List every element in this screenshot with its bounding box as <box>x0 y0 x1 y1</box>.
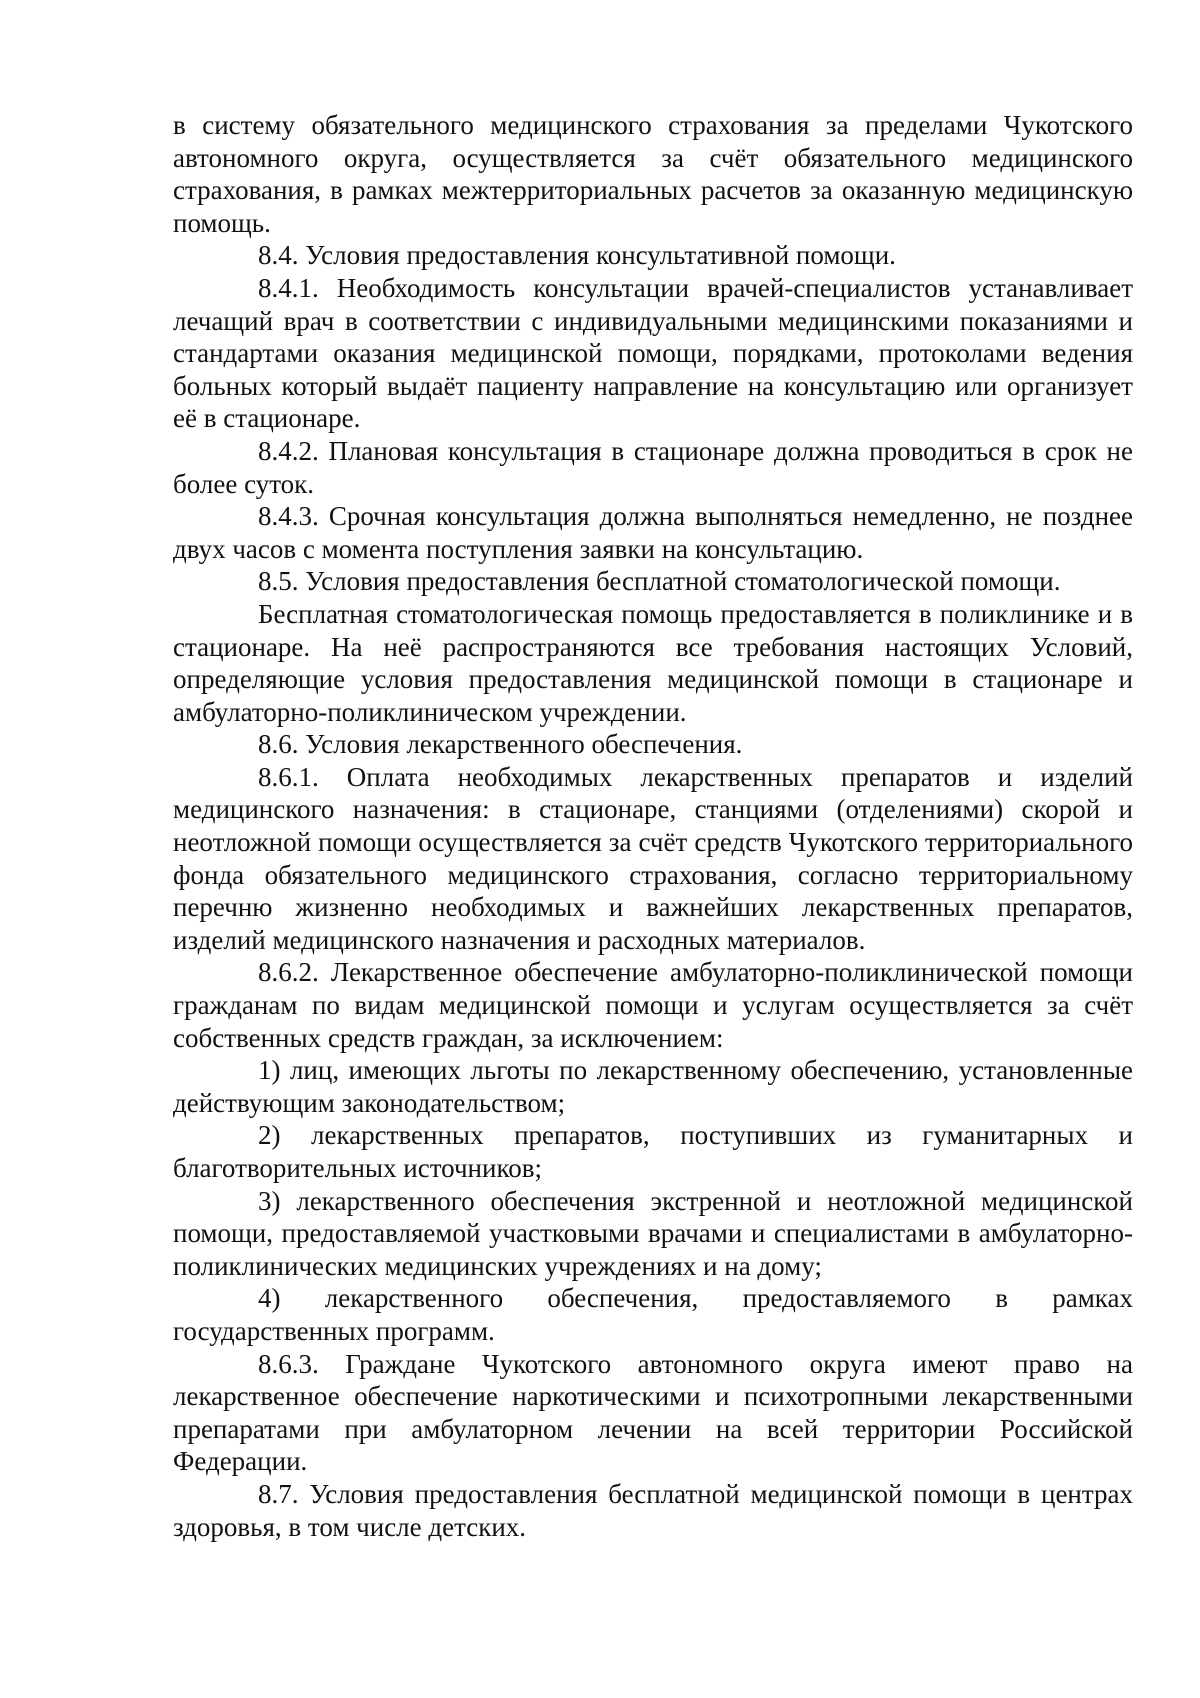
paragraph-8-6-2: 8.6.2. Лекарственное обеспечение амбулаторно-поликлинической помощи гражданам по видам медицинской помощи и услугам осуществляется за счёт собственных средств граждан, за исключением: <box>173 957 1133 1053</box>
paragraph-continuation: в систему обязательного медицинского страхования за пределами Чукотского автономного округа, осуществляется за счёт обязательного медицинского страхования, в рамках межтерриториальных расчетов за оказанную медицинскую помощь. <box>173 110 1133 238</box>
paragraph-8-5-body: Бесплатная стоматологическая помощь предоставляется в поликлинике и в стационаре. На неё распространяются все требования настоящих Условий, определяющие условия предоставления медицинской помощи в стационаре и амбулаторно-поликлиническом учреждении. <box>173 598 1133 727</box>
list-item-2: 2) лекарственных препаратов, поступивших из гуманитарных и благотворительных источников; <box>173 1120 1133 1183</box>
list-item-3: 3) лекарственного обеспечения экстренной и неотложной медицинской помощи, предоставляемой участковыми врачами и специалистами в амбулаторно-поликлинических медицинских учреждениях и на дому; <box>173 1185 1133 1281</box>
paragraph-8-6-1: 8.6.1. Оплата необходимых лекарственных препаратов и изделий медицинского назначения: в стационаре, станциями (отделениями) скорой и неотложной помощи осуществляется за счёт средств Чукотского территориального фонда обязательного медицинского страхования, согласно территориальному перечню жизненно необходимых и важнейших лекарственных препаратов, изделий медицинского назначения и расходных материалов. <box>173 761 1133 955</box>
list-item-1: 1) лиц, имеющих льготы по лекарственному обеспечению, установленные действующим законодательством; <box>173 1055 1133 1118</box>
paragraph-8-4-1: 8.4.1. Необходимость консультации врачей-специалистов устанавливает лечащий врач в соответствии с индивидуальными медицинскими показаниями и стандартами оказания медицинской помощи, порядками, протоколами ведения больных который выдаёт пациенту направление на консультацию или организует её в стационаре. <box>173 272 1133 434</box>
paragraph-8-6: 8.6. Условия лекарственного обеспечения. <box>258 729 743 760</box>
paragraph-8-4-3: 8.4.3. Срочная консультация должна выполняться немедленно, не позднее двух часов с момента поступления заявки на консультацию. <box>173 501 1133 564</box>
paragraph-8-4-2: 8.4.2. Плановая консультация в стационаре должна проводиться в срок не более суток. <box>173 435 1133 499</box>
paragraph-8-4: 8.4. Условия предоставления консультативной помощи. <box>258 240 896 271</box>
document-page <box>173 109 1133 1543</box>
list-item-4: 4) лекарственного обеспечения, предоставляемого в рамках государственных программ. <box>173 1283 1133 1346</box>
paragraph-8-5: 8.5. Условия предоставления бесплатной стоматологической помощи. <box>258 566 1061 597</box>
paragraph-8-6-3: 8.6.3. Граждане Чукотского автономного округа имеют право на лекарственное обеспечение наркотическими и психотропными лекарственными препаратами при амбулаторном лечении на всей территории Российской Федерации. <box>173 1348 1133 1477</box>
paragraph-8-7: 8.7. Условия предоставления бесплатной медицинской помощи в центрах здоровья, в том числе детских. <box>173 1478 1133 1542</box>
